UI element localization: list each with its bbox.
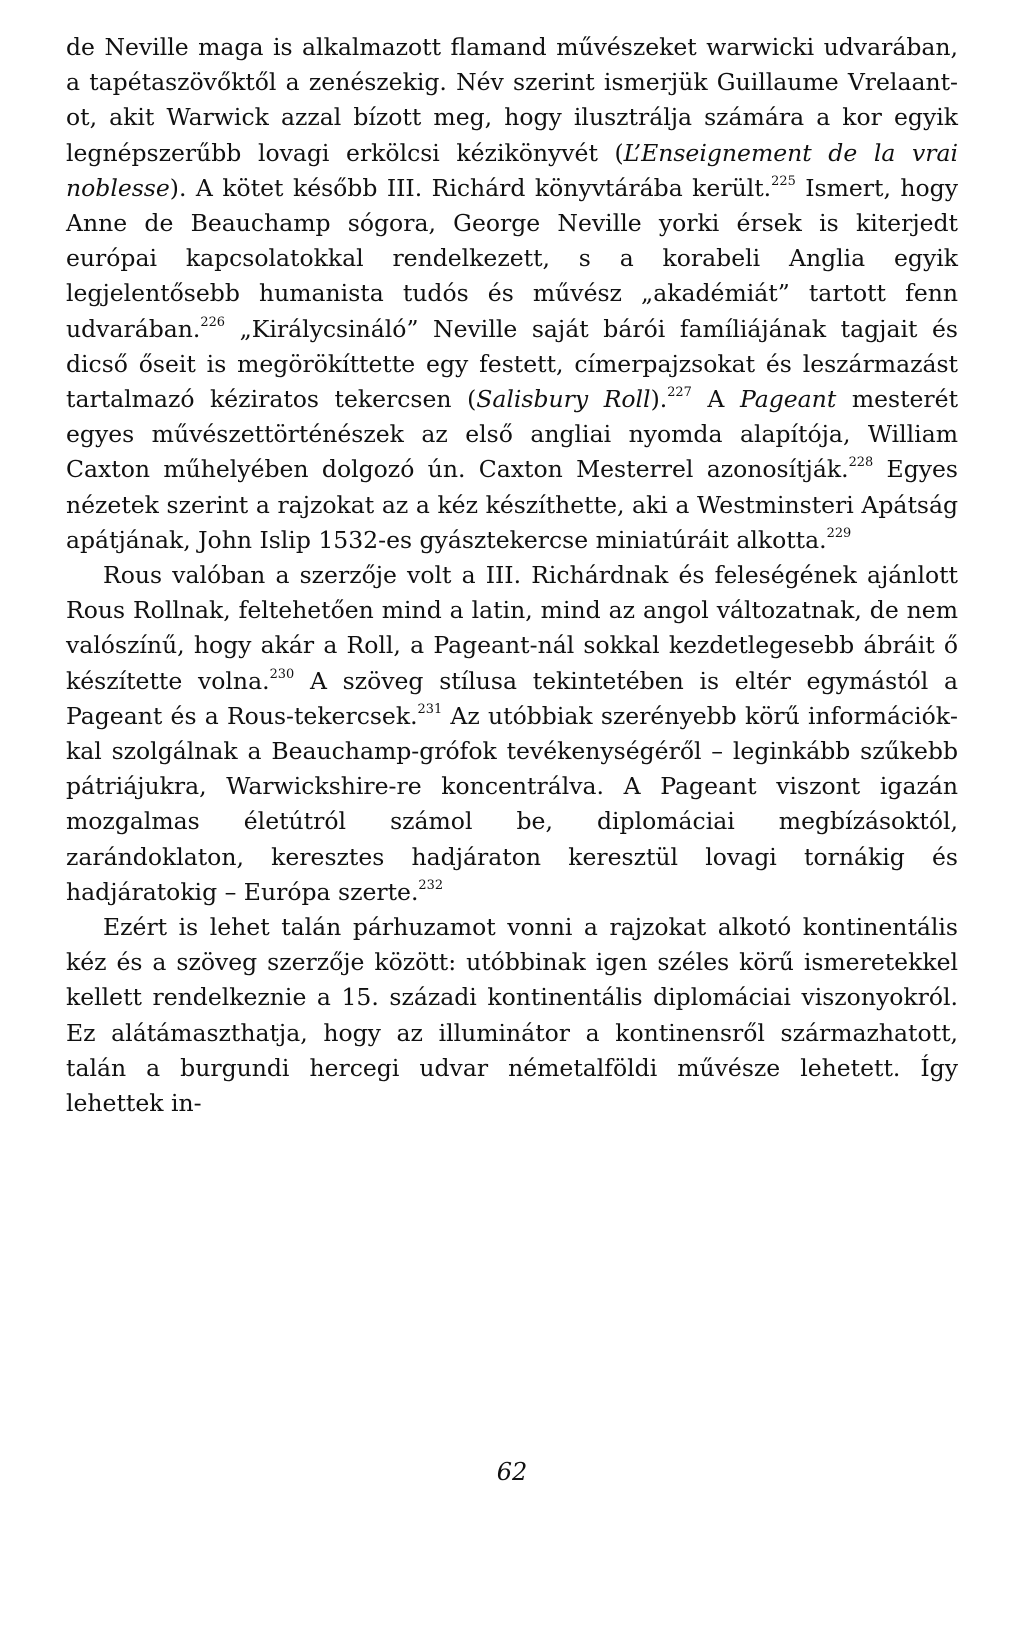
footnote-ref: 226	[200, 314, 226, 330]
paragraph-3	[66, 910, 958, 1121]
text-run: ). A kötet később III. Richárd könyvtárába került.	[169, 173, 772, 202]
page-body	[66, 30, 958, 1121]
text-run: Rous valóban a szerzője volt a III. Richárdnak és feleségének ajánlott Rous Rollnak, feltehetően mind a latin, mind az angol változatnak, de nem valószínű, hogy akár a Roll, a Pageant-nál sokkal kezdetlegesebb ábráit ő készítette volna.	[66, 561, 958, 695]
footnote-ref: 229	[826, 525, 852, 541]
paragraph-1	[66, 30, 958, 558]
footnote-ref: 230	[269, 666, 295, 682]
italic-title: L’Enseignement de la vrai noblesse	[66, 138, 958, 202]
text-run: mesterét egyes művészettörténészek az első angliai nyomda alapítója, William Caxton műhelyében dolgozó ún. Caxton Mesterrel azonosítják.	[66, 385, 959, 484]
footnote-ref: 227	[667, 385, 692, 401]
text-run: A	[691, 385, 740, 414]
text-run: de Neville maga is alkalmazott flamand művészeket warwicki udvarában, a tapétaszövőktől a zenészekig. Név szerint ismerjük Guillaume Vrelaant-ot, akit Warwick azzal bízott meg, hogy ilusztrálja számára a kor egyik legnépszerűbb lovagi erkölcsi kézikönyvét (	[66, 33, 958, 167]
text-run: Egyes nézetek szerint a rajzokat az a kéz készíthette, aki a Westminsteri Apátság apátjának, John Islip 1532-es gyásztekercse miniatúráit alkotta.	[66, 455, 958, 554]
footnote-ref: 228	[848, 455, 874, 471]
paragraph-2	[66, 558, 958, 910]
text-run: „Királycsináló” Neville saját bárói famíliájának tagjait és dicső őseit is megörökíttette egy festett, címerpajzsokat és leszármazást tartalmazó kéziratos tekercsen (	[66, 314, 958, 414]
text-run: ).	[650, 385, 668, 414]
text-run: Ismert, hogy Anne de Beauchamp sógora, George Neville yorki érsek is kiterjedt európai kapcsolatokkal rendelkezett, s a korabeli Anglia egyik legjelentősebb humanista tudós és művész „akadémiát” tartott fenn udvarában.	[66, 173, 958, 343]
text-run: A szöveg stílusa tekintetében is eltér egymástól a Pageant és a Rous-tekercsek.	[66, 666, 958, 730]
footnote-ref: 231	[417, 701, 443, 717]
text-run: Ezért is lehet talán párhuzamot vonni a rajzokat alkotó kontinentális kéz és a szöveg szerzője között: utóbbinak igen széles körű ismeretekkel kellett rendelkeznie a 15. századi kontinentális diplomáciai viszonyokról. Ez alátámaszthatja, hogy az illuminátor a kontinensről származhatott, talán a burgundi hercegi udvar németalföldi művésze lehetett. Így lehettek in-	[66, 913, 958, 1118]
footnote-ref: 225	[771, 173, 796, 189]
footnote-ref: 232	[418, 877, 444, 893]
italic-title: Pageant	[739, 385, 837, 414]
page-number: 62	[496, 1458, 528, 1486]
text-run: Az utóbbiak szerényebb körű információkkal szolgálnak a Beauchamp-grófok tevékenységéről – leginkább szűkebb pátriájukra, Warwickshire-re koncentrálva. A Pageant viszont igazán mozgalmas életútról számol be, diplomáciai megbízásoktól, zarándoklaton, keresztes hadjáraton keresztül lovagi tornákig és hadjáratokig – Európa szerte.	[66, 701, 958, 906]
italic-title: Salisbury Roll	[476, 385, 651, 414]
